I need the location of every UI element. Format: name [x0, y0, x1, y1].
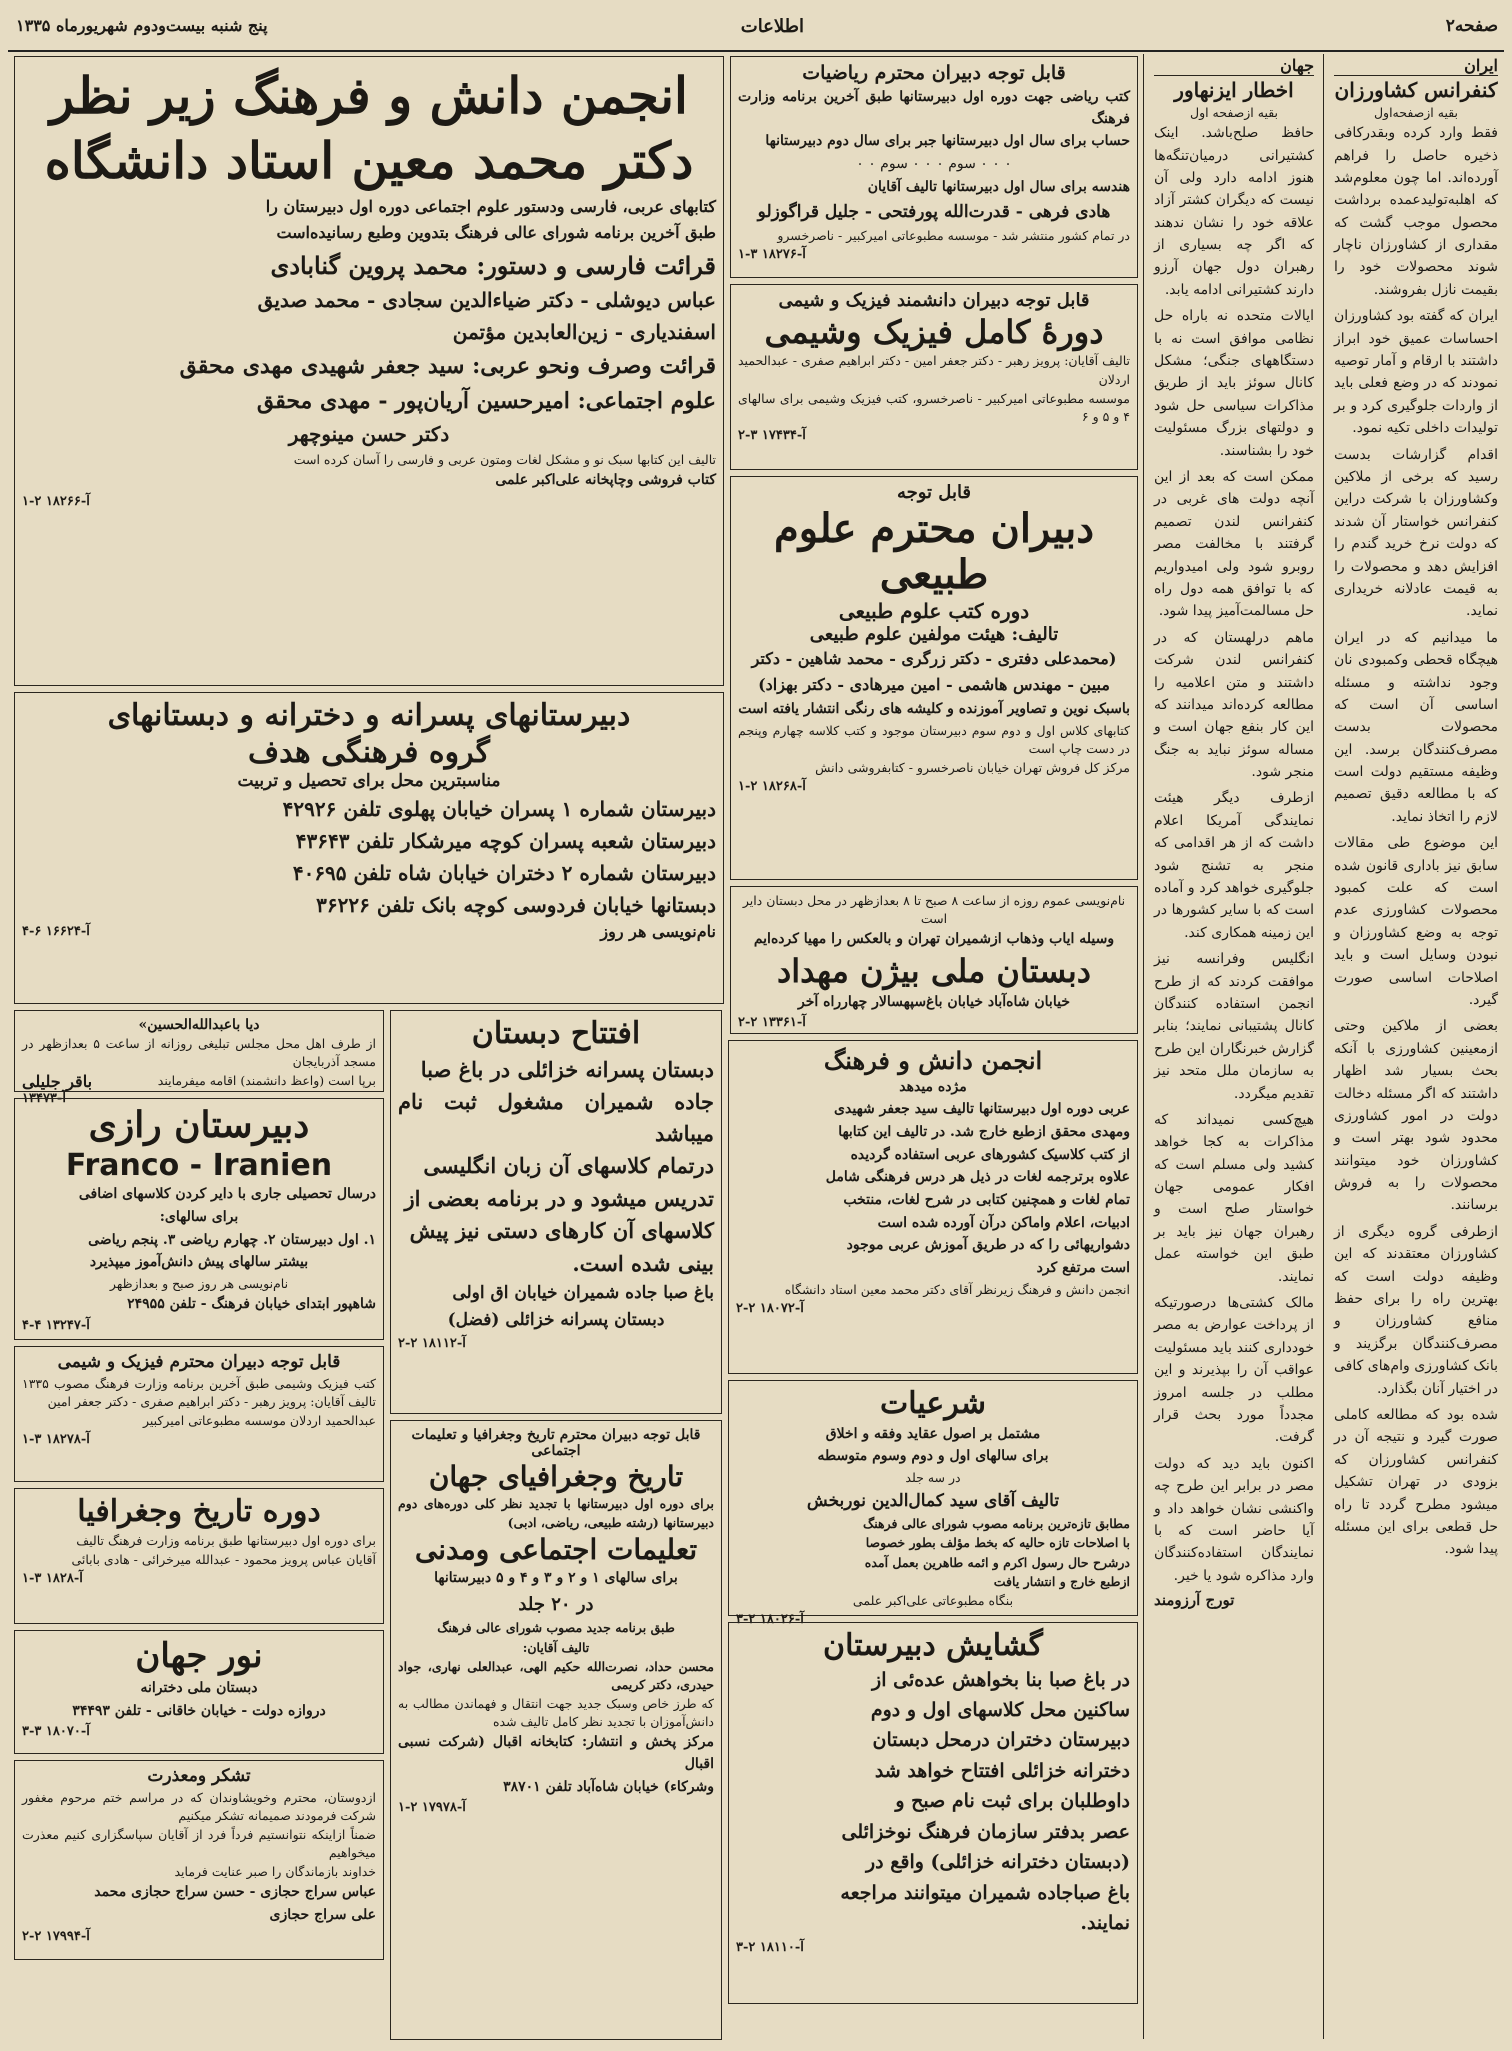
ad-line: نام‌نویسی عموم روزه از ساعت ۸ صبح تا ۸ بعدازظهر در محل دبستان دایر است	[742, 893, 1126, 927]
ad-ref: آ-۱۸۲۸ ۳-۱	[22, 1570, 83, 1586]
ad-title: انجمن دانش و فرهنگ زیر نظر دکتر محمد معین استاد دانشگاه	[44, 66, 694, 190]
ad-heading: قابل توجه دبیران محترم فیزیک و شیمی	[57, 1352, 341, 1372]
paragraph: هیچ‌کسی نمیداند که مذاکرات به کجا خواهد کشید ولی مسلم است که افکار عمومی جهان خواستار صلح است و رهبران جهان نیز باید بر طبق این خواسته عمل نمایند.	[1154, 1111, 1314, 1285]
ad-authors-label: تالیف: هیئت مولفین علوم طبیعی	[809, 623, 1059, 645]
ad-line: برای دوره اول دبیرستانها با تجدید نظر کلی دوره‌های دوم دبیرستانها (رشته طبیعی، ریاضی، ادبی)	[398, 1496, 714, 1530]
author-signature: تورج آرزومند	[1154, 1591, 1235, 1610]
ad-signature: علی سراج حجازی	[269, 1906, 376, 1923]
continuation-note: بقیه ازصفحه اول	[1189, 105, 1279, 120]
ad-title: تاریخ وجغرافیای جهان	[428, 1460, 684, 1494]
ad-line: طبق آخرین برنامه شورای عالی فرهنگ بتدوین وطبع رسانیده‌است	[276, 222, 716, 242]
ad-line: کتابهای کلاس اول و دوم سوم دبیرستان موجود و کتب کلاسه چهارم وپنجم در دست چاپ است	[738, 722, 1130, 756]
ad-title: گشایش دبیرستان	[823, 1628, 1043, 1663]
ad-line: درشرح حال رسول اکرم و ائمه طاهرین بعمل آمده	[864, 1554, 1130, 1570]
masthead	[8, 8, 1504, 52]
ad-book: علوم اجتماعی: امیرحسین آریان‌پور - مهدی محقق	[256, 387, 716, 414]
ad-line: درسال تحصیلی جاری با دایر کردن کلاسهای اضافی	[78, 1186, 376, 1203]
ad-line: ۱. اول دبیرستان ۲. چهارم ریاضی ۳. پنجم ریاضی	[88, 1231, 376, 1248]
ad-history-geography	[390, 1420, 722, 2040]
section-label: جهان	[1154, 56, 1314, 76]
ad-line: ازطبع خارج و انتشار یافت	[993, 1573, 1130, 1589]
ad-footer: نام‌نویسی هر روز	[600, 921, 716, 941]
ad-ref: آ-۱۶۶۲۴ ۶-۴	[22, 923, 90, 939]
ad-line: دشواریهائی را که در طریق آموزش عربی موجود	[846, 1237, 1130, 1254]
ad-book: اسفندیاری - زین‌العابدین مؤتمن	[452, 319, 716, 344]
paragraph: ازطرف دیگر هیئت نمایندگی آمریکا اعلام داشت که از هر اقدامی که منجر به تشنج شود جلوگیری خواهد کرد و آماده است که با سایر کشورها در این زمینه همکاری کند.	[1154, 790, 1314, 941]
ad-line: هندسه برای سال اول دبیرستانها تالیف آقایان	[867, 178, 1130, 195]
ad-line: ساکنین محل کلاسهای اول و دوم	[870, 1698, 1130, 1721]
ad-line: کتابهای عربی، فارسی ودستور علوم اجتماعی دوره اول دبیرستان را	[265, 197, 716, 216]
paragraph: این موضوع طی مقالات سابق نیز باداری قانون شده است که علت کمبود محصولات کشاورزی عدم توجه به وضع کشاورزان و نبودن وسایل است و باید اصلاحات اساسی صورت گیرد.	[1334, 835, 1498, 1008]
ad-author: تالیف آقای سید کمال‌الدین نوربخش	[806, 1491, 1060, 1511]
ad-line: باغ صباجاده شمیران میتوانند مراجعه	[840, 1881, 1130, 1904]
ad-heading: تشکر ومعذرت	[147, 1766, 251, 1786]
ad-ref: آ-۱۸۲۶۸ ۲-۱	[738, 779, 806, 795]
ad-line: کتب ریاضی جهت دوره اول دبیرستانها طبق آخرین برنامه وزارت فرهنگ	[738, 88, 1130, 127]
ad-line: نام‌نویسی هر روز صبح و بعدازظهر	[109, 1276, 289, 1292]
issue-date: پنج شنبه بیست‌ودوم شهریورماه ۱۳۳۵	[16, 16, 268, 35]
column-divider	[1323, 54, 1325, 2039]
ad-bijan-mehdad	[730, 886, 1138, 1034]
ad-physics-2	[14, 1346, 384, 1482]
ad-line: باغ صبا جاده شمیران خیابان اق اولی	[452, 1283, 714, 1303]
school-row: دبستانها خیابان فردوسی کوچه بانک تلفن ۳۶۲۲۶	[316, 892, 716, 917]
ad-line: بنگاه مطبوعاتی علی‌اکبر علمی	[852, 1592, 1014, 1608]
ad-opening-dabestan	[390, 1010, 722, 1414]
ad-book: عباس دیوشلی - دکتر ضیاءالدین سجادی - محمد صدیق	[257, 287, 716, 312]
ad-ref: آ-۱۸۰۷۲ ۲-۲	[736, 1300, 804, 1316]
ad-ref: آ-۱۸۲۶۶ ۲-۱	[22, 493, 90, 509]
ad-line: عصر بدفتر سازمان فرهنگ نوخزائلی	[841, 1820, 1130, 1843]
ad-line: جاده شمیران مشغول ثبت نام میباشد	[398, 1089, 714, 1146]
ad-ref: آ-۱۸۱۱۰ ۲-۳	[736, 1940, 804, 1956]
paragraph: شده بود که مطالعه کاملی صورت گیرد و نتیجه آن در کنفرانس کشاورزان که بزودی در تهران تشکیل میشود مطرح گردد تا راه حل قطعی برای این مسئله پیدا شود.	[1334, 1407, 1498, 1558]
paragraph: ممکن است که بعد از این آنچه دولت های غربی در کنفرانس لندن تصمیم گرفتند با مخالفت مصر روبرو شود ولی امیدواریم که با توافق همه دول راه حل مسالمت‌آمیز پیدا شود.	[1154, 468, 1314, 620]
ad-title: دبیرستان رازی	[88, 1104, 310, 1146]
paragraph: ما میدانیم که در ایران هیچگاه قحطی وکمبودی نان وجود نداشته و مسئله اساسی آن است که محصولات بدست مصرف‌کنندگان برسد. این وظیفه مستقیم دولت است که با مطالعه دقیق تصمیم لازم را اتخاذ نماید.	[1334, 629, 1498, 825]
ad-tashakor	[14, 1760, 384, 1960]
ad-razi-school	[14, 1098, 384, 1340]
ad-line: در ۲۰ جلد	[518, 1593, 594, 1615]
ad-title: شرعیات	[879, 1386, 987, 1421]
ad-title: انجمن دانش و فرهنگ	[823, 1046, 1043, 1075]
ad-ref: آ-۱۷۹۷۸ ۲-۱	[398, 1800, 466, 1816]
newspaper-page	[8, 8, 1504, 2043]
school-row: دبیرستان شماره ۲ دختران خیابان شاه تلفن ۴۰۶۹۵	[292, 860, 716, 885]
ad-title: تعلیمات اجتماعی ومدنی	[414, 1532, 698, 1566]
ad-ref: آ-۱۳۲۴۷ ۴-۴	[22, 1317, 90, 1333]
ad-title: نور جهان	[135, 1636, 263, 1676]
ad-tabligh	[14, 1010, 384, 1107]
ad-line: کتاب فروشی وچاپخانه علی‌اکبر علمی	[495, 472, 716, 489]
ad-latin-title: Franco - Iranien	[65, 1148, 333, 1184]
ad-ref: آ-۱۸۱۱۲ ۲-۲	[398, 1335, 466, 1351]
ad-line: ازدوستان، محترم وخویشاوندان که در مراسم ختم مرحوم مغفور شرکت فرمودند صمیمانه تشکر میکنیم	[22, 1789, 376, 1823]
ad-line: علاوه برترجمه لغات در ذیل هر درس فرهنگی شامل	[825, 1169, 1130, 1186]
ad-line: برای سالهای ۱ و ۲ و ۳ و ۴ و ۵ دبیرستانها	[434, 1569, 678, 1586]
ad-line: برای سالهای اول و دوم وسوم متوسطه	[817, 1448, 1049, 1465]
ad-title: دوره تاریخ وجغرافیا	[77, 1494, 321, 1529]
ad-line: تالیف این کتابها سبک نو و مشکل لغات ومتون عربی و فارسی را آسان کرده است	[293, 451, 716, 467]
ad-physics	[730, 284, 1138, 470]
ad-line: از طرف اهل محل مجلس تبلیغی روزانه از ساعت ۵ بعدازظهر در مسجد آذربایجان	[22, 1036, 376, 1070]
ad-line: دبستان پسرانه خزائلی در باغ صبا	[420, 1056, 714, 1082]
paragraph: انگلیس وفرانسه نیز موافقت کردند که از طرح انجمن استفاده کنندگان کانال پشتیبانی نمایند؛ بنابر گزارش خبرنگاران این طرح به سازمان ملل متحد نیز تقدیم میگردد.	[1154, 951, 1314, 1102]
ad-math-books	[730, 56, 1138, 278]
school-row: دبیرستان شماره ۱ پسران خیابان پهلوی تلفن ۴۲۹۲۶	[282, 796, 716, 821]
ad-signature: عباس سراج حجازی - حسن سراج حجازی محمد	[94, 1884, 376, 1901]
ad-line: مطابق تازه‌ترین برنامه مصوب شورای عالی فرهنگ	[863, 1516, 1130, 1532]
paragraph: مالک کشتی‌ها درصورتیکه از پرداخت عوارض به مصر خودداری کنند باید مسئولیت عواقب آن را بپذیرند و این مطلب در جلسه امروز مجدداً مورد بحث قرار گرفت.	[1154, 1295, 1314, 1446]
ad-line: برپا است (واعظ دانشمند) اقامه میفرمایند	[157, 1073, 376, 1089]
ad-hadaf-schools	[14, 692, 724, 1004]
ad-line: بیشتر سالهای پیش دانش‌آموز میپذیرد	[89, 1254, 309, 1271]
ad-line: طبق برنامه جدید مصوب شورای عالی فرهنگ	[437, 1620, 675, 1636]
ad-authors: مبین - مهندس هاشمی - امین میرهادی - دکتر بهزاد)	[758, 675, 1110, 695]
ad-title: دورهٔ کامل فیزیک وشیمی	[764, 312, 1104, 351]
ad-line: (دبستان دخترانه خزائلی) واقع در	[866, 1851, 1130, 1874]
ad-line: برای دوره اول دبیرستانها طبق برنامه وزارت فرهنگ تالیف	[76, 1532, 376, 1548]
ad-signature: باقر جلیلی	[22, 1072, 93, 1092]
ad-authors: محسن حداد، نصرت‌الله حکیم الهی، عبدالعلی نهاری، جواد حیدری، دکتر کریمی	[398, 1658, 714, 1692]
ad-line: ضمناً ازاینکه نتوانستیم فرداً فرد از آقایان سپاسگزاری کنیم معذرت میخواهیم	[22, 1826, 376, 1860]
ad-subtitle: مژده میدهد	[899, 1078, 967, 1095]
ad-line: کتب فیزیک وشیمی طبق آخرین برنامه وزارت فرهنگ مصوب ۱۳۳۵ تالیف آقایان: پرویز رهبر - دکتر ابراهیم صفری - دکتر جعفر امین	[22, 1375, 376, 1409]
ad-line: مرکز پخش و انتشار: کتابخانه اقبال (شرکت نسبی اقبال	[398, 1734, 714, 1772]
ad-heading: قابل توجه دبیران دانشمند فیزیک و شیمی	[778, 290, 1090, 311]
ad-heading: قابل توجه دبیران محترم تاریخ وجغرافیا و تعلیمات اجتماعی	[411, 1427, 701, 1460]
ad-line: ومهدی محقق ازطبع خارج شد. در تالیف این کتابها	[838, 1123, 1130, 1140]
ad-line: تالیف آقایان: پرویز رهبر - دکتر جعفر امین - دکتر ابراهیم صفری - عبدالحمید اردلان	[738, 353, 1130, 387]
ad-line: تالیف آقایان:	[522, 1639, 590, 1655]
ad-line: ادبیات، اعلام واماکن درآن آورده شده است	[877, 1214, 1130, 1231]
ad-line: داوطلبان برای ثبت نام صبح و	[895, 1790, 1130, 1813]
ad-line: انجمن دانش و فرهنگ زیرنظر آقای دکتر محمد معین استاد دانشگاه	[784, 1281, 1130, 1297]
ad-line: عبدالحمید اردلان موسسه مطبوعاتی امیرکبیر	[142, 1412, 376, 1428]
ad-ref: آ-۱۷۴۳۴ ۳-۲	[738, 427, 806, 443]
ad-anjoman-danesh-2	[728, 1040, 1138, 1374]
paragraph: فقط وارد کرده وبقدرکافی ذخیره حاصل را فراهم آورده‌اند. اما چون معلوم‌شد که اهلبه‌تولیدعمده برداشت محصول موجب گشت که مقداری از کشاورزان ناچار شوند محصولات خود را بقیمت نازل بفروشند.	[1334, 125, 1498, 298]
paragraph: ایالات متحده نه باراه حل نظامی موافق است نه با دستگاههای جنگی؛ مشکل کانال سوئز باید از طریق مذاکرات سیاسی حل شود و دولتهای بزرگ مسئولیت خود را بشناسند.	[1154, 308, 1314, 459]
ad-line: در سه جلد	[905, 1469, 961, 1485]
ad-line: در باغ صبا بنا بخواهش عده‌ئی از	[872, 1668, 1130, 1691]
ad-title: افتتاح دبستان	[471, 1016, 641, 1051]
ad-line: وسیله ایاب وذهاب ازشمیران تهران و بالعکس را مهیا کرده‌ایم	[753, 931, 1115, 948]
ad-line: باسبک نوین و تصاویر آموزنده و کلیشه های رنگی انتشار یافته است	[738, 700, 1130, 717]
section-label: ایران	[1334, 56, 1498, 76]
column-jahan	[1148, 54, 1320, 2039]
ad-title: دبیران محترم علوم طبیعی	[773, 504, 1095, 598]
ad-line: تدریس میشود و در برنامه بعضی از	[404, 1185, 714, 1211]
ad-ref: آ-۱۸۰۷۰ ۳-۳	[22, 1724, 90, 1740]
ad-ref: آ-۱۸۲۷۸ ۳-۱	[22, 1431, 90, 1447]
paragraph: ایران که گفته بود کشاورزان احساسات عمیق خود ابراز داشتند با ارقام و آمار توصیه نمودند که در وضع فعلی باید از واردات جلوگیری کرد و بر تولیدات داخلی تکیه نمود.	[1334, 308, 1498, 437]
ad-line: ۰ ۰ ۰ سوم ۰ ۰ ۰ سوم ۰ ۰	[856, 155, 1012, 172]
paper-name: اطلاعات	[740, 16, 804, 37]
continuation-note: بقیه ازصفحه‌اول	[1373, 105, 1459, 120]
ad-history-books	[14, 1488, 384, 1624]
ad-subtitle: دبستان ملی دخترانه	[140, 1680, 258, 1697]
ad-line: در تمام کشور منتشر شد - موسسه مطبوعاتی امیرکبیر - ناصرخسرو	[777, 227, 1130, 243]
ad-title: دبیرستانهای پسرانه و دخترانه و دبستانهای	[107, 698, 631, 733]
ad-opening-high-school	[728, 1622, 1138, 2004]
ad-line: دبستان پسرانه خزائلی (فضل)	[447, 1310, 665, 1331]
ad-book: قرائت وصرف ونحو عربی: سید جعفر شهیدی مهدی محقق	[179, 352, 716, 379]
ad-heading: قابل توجه دبیران محترم ریاضیات	[802, 62, 1066, 84]
ad-heading: دیا باعبدالله‌الحسین»	[138, 1017, 260, 1033]
ad-sharia-books	[728, 1380, 1138, 1627]
ad-line: درتمام کلاسهای آن زبان انگلیسی	[423, 1153, 714, 1178]
ad-line: بینی شده است.	[572, 1250, 714, 1276]
ad-line: که طرز خاص وسبک جدید جهت انتقال و فهماندن مطالب به دانش‌آموزان با تجدید نظر کامل تالیف شده	[398, 1695, 714, 1730]
ad-ref: آ-۱۷۹۹۴ ۲-۲	[22, 1928, 90, 1944]
article-title: کنفرانس کشاورزان	[1334, 78, 1498, 102]
ad-line: دبیرستان دختران درمحل دبستان	[872, 1729, 1130, 1752]
article-title: اخطار ایزنهاور	[1174, 78, 1294, 102]
ad-line: با اصلاحات تازه حالیه که بخط مؤلف بطور خصوصا	[865, 1535, 1130, 1551]
ad-line: تمام لغات و همچنین کتابی در شرح لغات، منتخب	[843, 1192, 1130, 1209]
ad-line: شاهپور ابتدای خیابان فرهنگ - تلفن ۲۴۹۵۵	[127, 1296, 376, 1313]
ad-heading: قابل توجه	[896, 482, 972, 503]
school-row: دبیرستان شعبه پسران کوچه میرشکار تلفن ۴۳۶۴۳	[295, 828, 716, 853]
ad-line: حساب برای سال اول دبیرستانها جبر برای سال دوم دبیرستانها	[765, 133, 1130, 150]
ad-noor-jahan	[14, 1630, 384, 1754]
ad-address: خیابان شاه‌آباد خیابان باغ‌سپهسالار چهارراه آخر	[798, 993, 1070, 1010]
ad-line: مرکز کل فروش تهران خیابان ناصرخسرو - کتابفروشی دانش	[815, 759, 1130, 775]
column-divider	[1143, 54, 1145, 2039]
ad-line: نمایند.	[1080, 1912, 1130, 1934]
paragraph: ماهم درلهستان که در کنفرانس لندن شرکت داشتند و متن اعلامیه را مطالعه کرده‌اند میدانند که این کار بنفع جهان است و مساله سوئز نباید به جنگ منجر شود.	[1154, 629, 1314, 781]
ad-anjoman-danesh	[14, 56, 724, 686]
ad-line: آقایان عباس پرویز محمود - عبدالله میرخرائی - هادی بابائی	[71, 1551, 376, 1567]
ad-line: از کتب کلاسیک کشورهای عربی استفاده گردیده	[850, 1146, 1130, 1163]
ad-line: وشرکاء) خیابان شاه‌آباد تلفن ۳۸۷۰۱	[503, 1778, 714, 1795]
page-number: صفحه۲	[1445, 16, 1498, 36]
ad-line: دخترانه خزائلی افتتاح خواهد شد	[874, 1759, 1130, 1782]
ad-subtitle: دوره کتب علوم طبیعی	[838, 598, 1030, 623]
ad-title: دبستان ملی بیژن مهداد	[777, 951, 1091, 990]
ad-ref: آ-۱۸۰۲۶ ۲-۳	[736, 1611, 804, 1627]
ad-address: دروازه دولت - خیابان خاقانی - تلفن ۳۴۴۹۳	[72, 1702, 326, 1719]
ad-line: مشتمل بر اصول عقاید وفقه و اخلاق	[825, 1425, 1041, 1442]
ad-natural-science	[730, 476, 1138, 880]
ad-line: عربی دوره اول دبیرستانها تالیف سید جعفر شهیدی	[834, 1101, 1130, 1118]
paragraph: اکنون باید دید که دولت مصر در برابر این طرح چه واکنشی نشان خواهد داد و آیا حاضر است که با نمایندگان استفاده‌کنندگان وارد مذاکره شود یا خیر.	[1154, 1455, 1314, 1584]
ad-ref: آ-۱۳۴۷۳	[22, 1091, 66, 1107]
ad-line: است مرتفع کرد	[1036, 1260, 1130, 1277]
paragraph: ازطرفی گروه دیگری از کشاورزان معتقدند که این وظیفه دولت است که بهترین راه را برای حفظ منافع کشاورزان و مصرف‌کنندگان برگزیند و بانک کشاورزی وام‌های کافی در اختیار آنان بگذارد.	[1334, 1223, 1498, 1397]
paragraph: حافظ صلح‌باشد. اینک کشتیرانی درمیان‌تنگه‌ها هنوز ادامه دارد ولی آن نیست که دیگران کشتر آزاد علاقه خود را نشان ندهند که اگر چه بسیاری از رهبران دول جهان آرزو دارند کشتیرانی ادامه یابد.	[1154, 125, 1314, 298]
ad-ref: آ-۱۸۲۷۶ ۳-۱	[738, 246, 806, 262]
ad-book: قرائت فارسی و دستور: محمد پروین گنابادی	[270, 250, 716, 280]
paragraph: اقدام گزارشات بدست رسید که برخی از ملاکین وکشاورزان با شرکت دراین کنفرانس خواستار آن شدند که دولت نرخ خرید گندم را افزایش دهد و محصولات را به قیمت عادلانه خریداری نماید.	[1334, 446, 1498, 620]
ad-book: دکتر حسن مینوچهر	[288, 421, 450, 446]
ad-line: موسسه مطبوعاتی امیرکبیر - ناصرخسرو، کتب فیزیک وشیمی برای سالهای ۴ و ۵ و ۶	[738, 390, 1130, 424]
column-iran	[1328, 54, 1504, 2039]
ad-authors: هادی فرهی - قدرت‌الله پورفتحی - جلیل قراگوزلو	[757, 202, 1111, 223]
ad-line: برای سالهای:	[159, 1209, 239, 1226]
ad-line: کلاسهای آن کارهای دستی نیز پیش	[409, 1218, 714, 1243]
ad-subtitle: مناسبترین محل برای تحصیل و تربیت	[237, 771, 501, 791]
ad-ref: آ-۱۳۳۶۱ ۲-۲	[738, 1015, 806, 1031]
ad-title: گروه فرهنگی هدف	[248, 734, 490, 770]
ad-authors: (محمدعلی دفتری - دکتر زرگری - محمد شاهین - دکتر	[751, 649, 1117, 669]
ad-line: خداوند بازماندگان را صبر عنایت فرماید	[174, 1864, 376, 1880]
paragraph: بعضی از ملاکین وحتی ازمعینین کشاورزی با آنکه بحث بسیار شد اظهار داشتند که اگر مسئله دخالت دولت در امور کشاورزی محدود شود بهتر است و کشاورزان خود میتوانند محصولات را به فروش برسانند.	[1334, 1018, 1498, 1214]
